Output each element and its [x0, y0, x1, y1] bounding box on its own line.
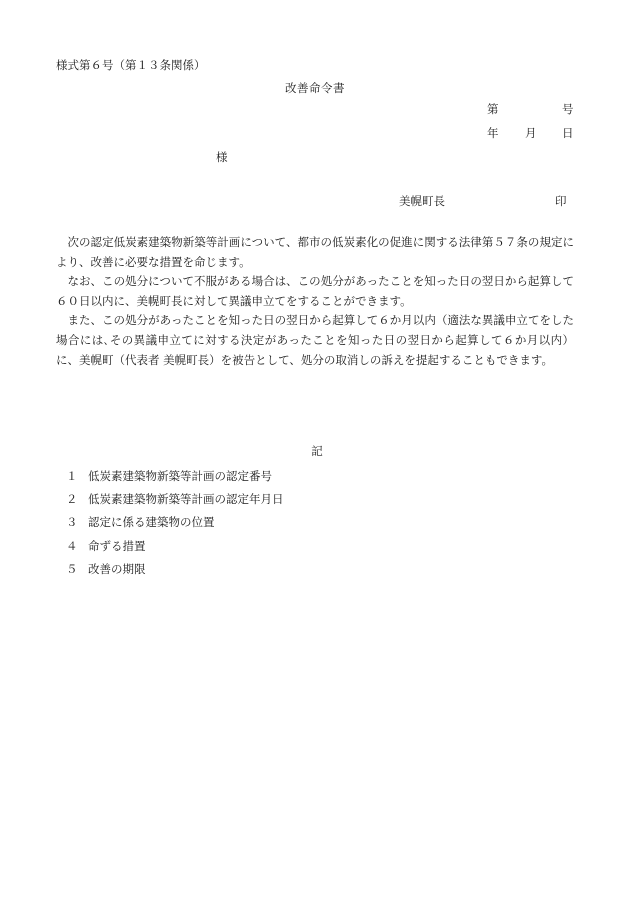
addressee-suffix: 様 [216, 150, 228, 164]
date-month: 月 [525, 126, 537, 140]
item-number: ２ [66, 492, 78, 507]
issuer-name: 美幌町長 [399, 194, 445, 208]
list-item [66, 558, 284, 581]
list-item [66, 511, 284, 534]
list-item [66, 488, 284, 511]
items-list [66, 465, 284, 581]
paragraph-order: 次の認定低炭素建築物新築等計画について、都市の低炭素化の促進に関する法律第５７条の規定により、改善に必要な措置を命じます。 [56, 235, 574, 269]
seal-mark: 印 [555, 194, 567, 208]
ki-label: 記 [311, 444, 323, 458]
item-label: 低炭素建築物新築等計画の認定番号 [88, 469, 272, 483]
item-number: ４ [66, 538, 78, 553]
list-item [66, 535, 284, 558]
paragraph-objection: なお、この処分について不服がある場合は、この処分があったことを知った日の翌日から起算して６０日以内に、美幌町長に対して異議申立てをすることができます。 [56, 274, 574, 308]
item-label: 命ずる措置 [88, 538, 146, 553]
list-item [66, 465, 284, 488]
paragraph-lawsuit: また、この処分があったことを知った日の翌日から起算して６か月以内（適法な異議申立てをした場合には､その異議申立てに対する決定があったことを知った日の翌日から起算して６か月以内）に、美幌町（代表者 美幌町長）を被告として、処分の取消しの訴えを提起することもできます。 [56, 313, 574, 367]
date-year: 年 [487, 126, 499, 140]
item-number: ５ [66, 561, 78, 576]
number-prefix: 第 [487, 102, 499, 116]
item-label: 低炭素建築物新築等計画の認定年月日 [88, 492, 284, 507]
item-number: １ [66, 469, 78, 483]
item-label: 認定に係る建築物の位置 [88, 515, 215, 530]
number-suffix: 号 [562, 102, 574, 116]
date-day: 日 [562, 126, 574, 140]
ki-heading [0, 443, 630, 459]
body-text [56, 233, 574, 370]
item-label: 改善の期限 [88, 561, 146, 576]
item-number: ３ [66, 515, 78, 530]
document-title: 改善命令書 [285, 81, 345, 95]
form-number: 様式第６号（第１３条関係） [56, 58, 206, 72]
